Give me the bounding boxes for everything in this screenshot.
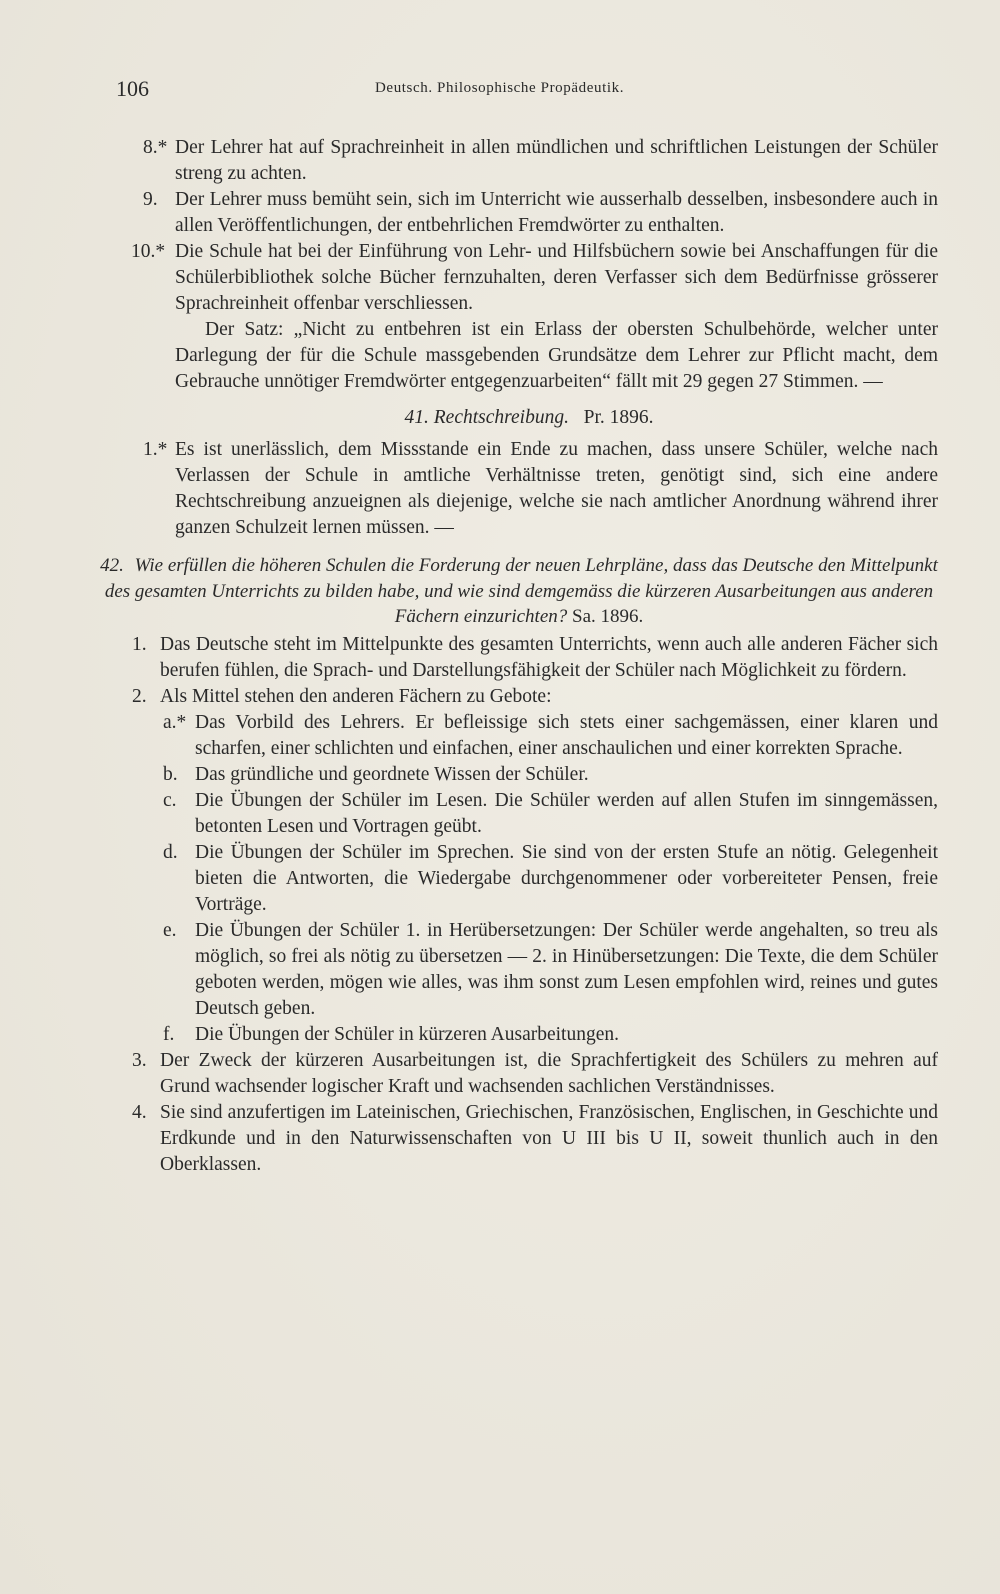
item-number: 1.: [132, 633, 147, 655]
page-body: [0, 135, 1000, 1178]
sub-list-item: [163, 1022, 938, 1048]
section-source: Pr. 1896.: [583, 407, 654, 428]
sub-list-item: [163, 788, 938, 840]
list-item: [131, 239, 938, 317]
sub-list-item: [163, 840, 938, 918]
item-text: Der Lehrer hat auf Sprachreinheit in allen mündlichen und schriftlichen Leistungen der Schüler streng zu achten.: [175, 137, 938, 184]
section-number: 41.: [404, 407, 429, 428]
item-text: Der Lehrer muss bemüht sein, sich im Unterricht wie ausserhalb desselben, insbesondere auch in allen Veröffentlichungen, der entbehrlichen Fremdwörter zu enthalten.: [175, 189, 938, 236]
page-header: [0, 76, 1000, 106]
item-text: Der Zweck der kürzeren Ausarbeitungen ist, die Sprachfertigkeit des Schülers zu mehren auf Grund wachsender logischer Kraft und wachsenden sachlichen Verständnisses.: [160, 1049, 938, 1097]
item-text: Das Deutsche steht im Mittelpunkte des gesamten Unterrichts, wenn auch alle anderen Fächer sich berufen fühlen, die Sprach- und Darstellungsfähigkeit der Schüler nach Möglichkeit zu fördern.: [160, 633, 938, 681]
item-text: Die Übungen der Schüler im Sprechen. Sie sind von der ersten Stufe an nötig. Gelegenheit bieten die Antworten, die Wiedergabe durchgenommener oder vorbereiteter Pensen, freie Vorträge.: [195, 841, 938, 915]
sub-list-item: [163, 710, 938, 762]
list-item: [132, 1100, 938, 1178]
item-letter: a.*: [163, 711, 187, 733]
item-number: 9.: [143, 189, 158, 210]
item-number: 8.*: [143, 137, 168, 158]
page-number: 106: [116, 76, 149, 101]
item-letter: e.: [163, 919, 177, 941]
item-text: Das Vorbild des Lehrers. Er befleissige sich stets einer sachgemässen, einer klaren und scharfen, einer schlichten und einfachen, einer anschaulichen und einer korrekten Sprache.: [195, 711, 938, 759]
section-question: Wie erfüllen die höheren Schulen die Forderung der neuen Lehrpläne, dass das Deutsche den Mittelpunkt des gesamten Unterrichts zu bilden habe, und wie sind demgemäss die kürzeren Ausarbeitungen aus anderen Fächern einzurichten?: [104, 555, 938, 627]
section-42-heading: [100, 553, 938, 630]
item-text: Das gründliche und geordnete Wissen der Schüler.: [195, 763, 589, 785]
list-item: [132, 684, 938, 710]
item-letter: c.: [163, 789, 177, 811]
sub-list-item: [163, 918, 938, 1022]
running-head: Deutsch. Philosophische Propädeutik.: [375, 80, 625, 96]
item-text: Es ist unerlässlich, dem Missstande ein Ende zu machen, dass unsere Schüler, welche nach Verlassen der Schule in amtliche Verhältnisse treten, genötigt sind, sich eine andere Rechtschreibung anzueignen als diejenige, welche sie nach amtlicher Anordnung während ihrer ganzen Schulzeit lernen müssen. —: [175, 439, 938, 538]
sub-list: [163, 710, 938, 1048]
section-number: 42.: [100, 555, 124, 576]
item-number: 1.*: [143, 439, 168, 460]
section-source: Sa. 1896.: [572, 606, 644, 627]
list-item: [143, 135, 938, 187]
item-letter: b.: [163, 763, 178, 785]
item-text: Sie sind anzufertigen im Lateinischen, Griechischen, Französischen, Englischen, in Geschichte und Erdkunde und in den Naturwissenschaften von U III bis U II, soweit thunlich auch in den Oberklassen.: [160, 1101, 938, 1175]
note-paragraph: Der Satz: „Nicht zu entbehren ist ein Erlass der obersten Schulbehörde, welcher unter Darlegung der für die Schule massgebenden Grundsätze dem Lehrer zur Pflicht macht, dem Gebrauche unnötiger Fremdwörter entgegenzuarbeiten“ fällt mit 29 gegen 27 Stimmen. —: [175, 319, 938, 392]
item-letter: f.: [163, 1023, 175, 1045]
list-item: [143, 187, 938, 239]
item-text: Als Mittel stehen den anderen Fächern zu Gebote:: [160, 685, 552, 707]
item-number: 2.: [132, 685, 147, 707]
section-title: Rechtschreibung.: [433, 407, 569, 428]
item-number: 4.: [132, 1101, 147, 1123]
list-item: [132, 632, 938, 684]
item-text: Die Übungen der Schüler im Lesen. Die Schüler werden auf allen Stufen im sinngemässen, betonten Lesen und Vortragen geübt.: [195, 789, 938, 837]
item-text: Die Schule hat bei der Einführung von Lehr- und Hilfsbüchern sowie bei Anschaffungen für die Schülerbibliothek solche Bücher fernzuhalten, deren Verfasser sich dem Bedürfnisse grösserer Sprachreinheit offenbar verschliessen.: [175, 241, 938, 314]
item-number: 3.: [132, 1049, 147, 1071]
sub-list-item: [163, 762, 938, 788]
list-item: [132, 1048, 938, 1100]
item-text: Die Übungen der Schüler in kürzeren Ausarbeitungen.: [195, 1023, 619, 1045]
list-item: [143, 437, 938, 541]
item-letter: d.: [163, 841, 178, 863]
item-number: 10.*: [131, 241, 166, 262]
section-41-heading: [120, 405, 938, 431]
item-text: Die Übungen der Schüler 1. in Herübersetzungen: Der Schüler werde angehalten, so treu als möglich, so frei als nötig zu übersetzen — 2. in Hinübersetzungen: Die Texte, die dem Schüler geboten werden, mögen wie alles, was ihm sonst zum Lesen empfohlen wird, reines und gutes Deutsch geben.: [195, 919, 938, 1019]
